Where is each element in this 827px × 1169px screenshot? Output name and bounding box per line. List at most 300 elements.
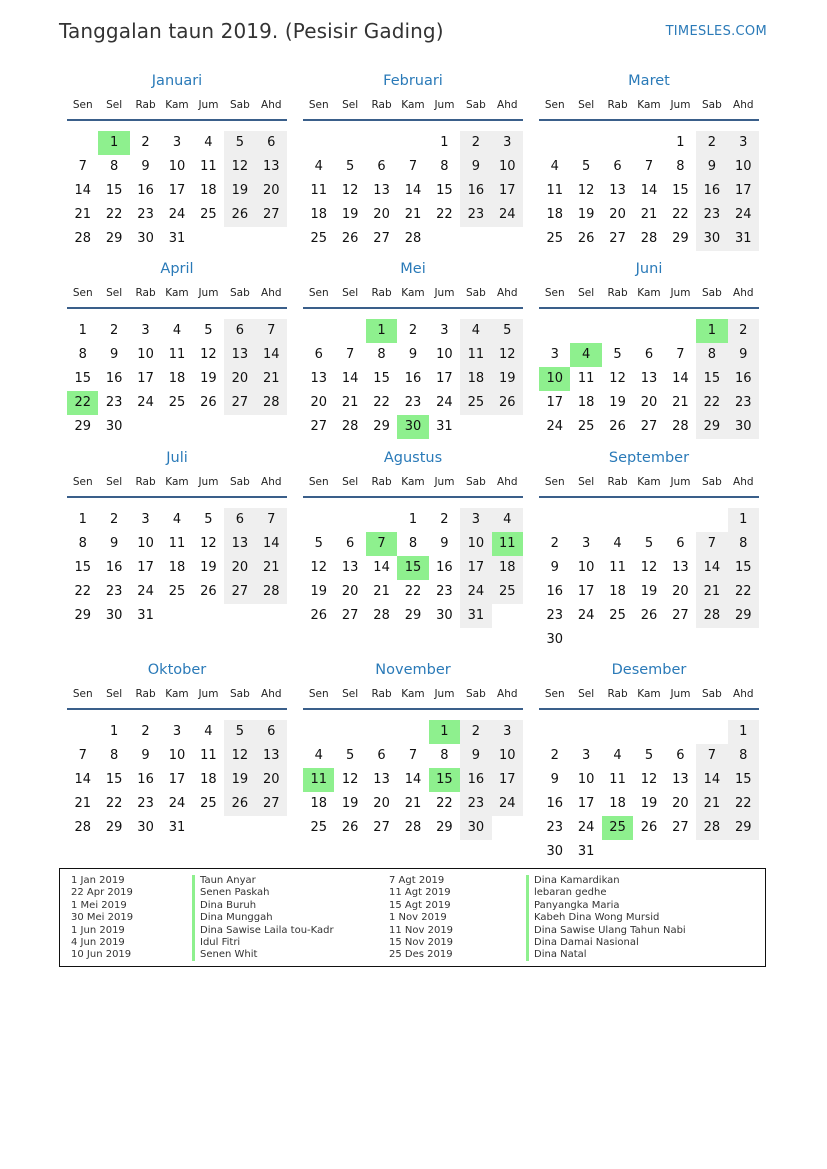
day-cell: 24 bbox=[728, 203, 759, 227]
day-cell: 17 bbox=[577, 796, 595, 811]
day-cell: 4 bbox=[204, 135, 213, 150]
weekday-header: Sab bbox=[229, 99, 250, 111]
day-cell: 2 bbox=[550, 748, 559, 763]
day-cell: 19 bbox=[200, 371, 217, 386]
day-cell: 15 bbox=[696, 367, 727, 391]
day-cell: 2 bbox=[440, 512, 449, 527]
day-cell: 20 bbox=[256, 179, 287, 203]
holiday-day-cell: 1 bbox=[696, 319, 727, 343]
day-cell: 7 bbox=[696, 744, 727, 768]
day-cell: 17 bbox=[460, 556, 491, 580]
day-cell: 8 bbox=[440, 748, 449, 763]
day-cell: 24 bbox=[577, 608, 595, 623]
legend-name: lebaran gedhe bbox=[534, 887, 607, 899]
day-cell: 3 bbox=[492, 131, 523, 155]
day-cell: 6 bbox=[256, 131, 287, 155]
day-cell: 21 bbox=[341, 395, 359, 410]
day-cell: 16 bbox=[546, 796, 563, 811]
header-rule bbox=[67, 708, 287, 710]
legend-date: 1 Mei 2019 bbox=[71, 899, 127, 911]
day-cell: 25 bbox=[200, 796, 217, 811]
day-cell: 14 bbox=[696, 556, 727, 580]
day-cell: 13 bbox=[310, 371, 327, 386]
day-cell: 13 bbox=[373, 772, 390, 787]
day-cell: 5 bbox=[581, 159, 591, 174]
day-cell: 3 bbox=[728, 131, 759, 155]
header-rule bbox=[539, 708, 759, 710]
day-cell: 24 bbox=[137, 395, 154, 410]
day-cell: 25 bbox=[577, 419, 595, 434]
day-cell: 10 bbox=[492, 744, 523, 768]
day-cell: 26 bbox=[640, 608, 658, 623]
day-cell: 29 bbox=[728, 816, 759, 840]
day-cell: 28 bbox=[256, 580, 287, 604]
day-cell: 4 bbox=[460, 319, 491, 343]
day-cell: 30 bbox=[546, 844, 563, 859]
weekday-header: Sel bbox=[342, 476, 359, 488]
day-cell: 18 bbox=[200, 772, 217, 787]
day-cell: 26 bbox=[492, 391, 523, 415]
day-cell: 30 bbox=[137, 820, 154, 835]
legend-date: 1 Nov 2019 bbox=[389, 912, 447, 924]
day-cell: 27 bbox=[224, 580, 255, 604]
day-cell: 21 bbox=[74, 207, 91, 222]
day-cell: 3 bbox=[581, 748, 591, 763]
day-cell: 14 bbox=[341, 371, 359, 386]
day-cell: 8 bbox=[109, 159, 119, 174]
day-cell: 19 bbox=[224, 768, 255, 792]
month-name: Mei bbox=[400, 261, 426, 277]
day-cell: 23 bbox=[436, 584, 453, 599]
site-link[interactable]: TIMESLES.COM bbox=[665, 24, 767, 39]
legend-date: 4 Jun 2019 bbox=[71, 936, 125, 948]
legend-date: 15 Agt 2019 bbox=[389, 899, 451, 911]
day-cell: 19 bbox=[609, 395, 626, 410]
day-cell: 14 bbox=[256, 343, 287, 367]
weekday-header: Sen bbox=[72, 688, 93, 700]
day-cell: 8 bbox=[78, 347, 87, 362]
day-cell: 10 bbox=[168, 748, 186, 763]
legend-date: 7 Agt 2019 bbox=[389, 875, 445, 886]
day-cell: 12 bbox=[224, 155, 255, 179]
legend-date: 30 Mei 2019 bbox=[71, 912, 134, 924]
weekday-header: Jum bbox=[434, 287, 455, 299]
day-cell: 9 bbox=[460, 744, 491, 768]
day-cell: 3 bbox=[581, 536, 591, 551]
day-cell: 26 bbox=[200, 584, 217, 599]
day-cell: 11 bbox=[168, 536, 186, 551]
day-cell: 31 bbox=[436, 419, 453, 434]
day-cell: 18 bbox=[577, 395, 595, 410]
day-cell: 24 bbox=[492, 792, 523, 816]
day-cell: 5 bbox=[644, 536, 654, 551]
day-cell: 29 bbox=[105, 231, 123, 246]
header-rule bbox=[67, 119, 287, 121]
day-cell: 21 bbox=[640, 207, 658, 222]
weekday-header: Jum bbox=[198, 99, 219, 111]
legend-name: Senen Whit bbox=[200, 949, 258, 961]
day-cell: 16 bbox=[105, 560, 123, 575]
day-cell: 29 bbox=[373, 419, 390, 434]
day-cell: 26 bbox=[341, 820, 359, 835]
day-cell: 2 bbox=[460, 131, 491, 155]
day-cell: 11 bbox=[310, 183, 327, 198]
day-cell: 24 bbox=[546, 419, 563, 434]
weekday-header: Sel bbox=[342, 99, 359, 111]
weekday-header: Sen bbox=[544, 476, 565, 488]
day-cell: 1 bbox=[78, 323, 87, 338]
legend-name: Dina Kamardikan bbox=[534, 875, 620, 886]
weekday-header: Sab bbox=[229, 287, 250, 299]
day-cell: 15 bbox=[105, 772, 123, 787]
day-cell: 4 bbox=[314, 748, 323, 763]
weekday-header: Jum bbox=[670, 688, 691, 700]
day-cell: 21 bbox=[256, 367, 287, 391]
day-cell: 10 bbox=[460, 532, 491, 556]
day-cell: 20 bbox=[341, 584, 359, 599]
weekday-header: Jum bbox=[670, 287, 691, 299]
weekday-header: Rab bbox=[135, 99, 156, 111]
holiday-day-cell: 1 bbox=[366, 319, 397, 343]
day-cell: 18 bbox=[492, 556, 523, 580]
day-cell: 13 bbox=[224, 343, 255, 367]
day-cell: 5 bbox=[492, 319, 523, 343]
weekday-header: Jum bbox=[670, 99, 691, 111]
day-cell: 29 bbox=[672, 231, 689, 246]
weekday-header: Sen bbox=[308, 476, 329, 488]
weekday-header: Sel bbox=[106, 99, 123, 111]
day-cell: 9 bbox=[460, 155, 491, 179]
day-cell: 13 bbox=[609, 183, 626, 198]
weekday-header: Sel bbox=[578, 476, 595, 488]
day-cell: 14 bbox=[404, 183, 422, 198]
day-cell: 28 bbox=[74, 820, 91, 835]
legend-date: 11 Nov 2019 bbox=[389, 924, 454, 936]
weekday-header: Sen bbox=[72, 99, 93, 111]
day-cell: 26 bbox=[341, 231, 359, 246]
day-cell: 28 bbox=[696, 816, 727, 840]
day-cell: 19 bbox=[224, 179, 255, 203]
day-cell: 6 bbox=[224, 319, 255, 343]
weekday-header: Ahd bbox=[261, 476, 282, 488]
day-cell: 18 bbox=[310, 796, 327, 811]
day-cell: 29 bbox=[105, 820, 123, 835]
day-cell: 13 bbox=[256, 744, 287, 768]
header-rule bbox=[303, 307, 523, 309]
holiday-day-cell: 25 bbox=[602, 816, 633, 840]
day-cell: 3 bbox=[172, 724, 182, 739]
day-cell: 30 bbox=[696, 227, 727, 251]
day-cell: 4 bbox=[314, 159, 323, 174]
day-cell: 27 bbox=[373, 231, 390, 246]
weekday-header: Ahd bbox=[261, 287, 282, 299]
day-cell: 25 bbox=[310, 820, 327, 835]
day-cell: 18 bbox=[609, 584, 626, 599]
day-cell: 1 bbox=[728, 508, 759, 532]
day-cell: 25 bbox=[609, 608, 626, 623]
weekday-header: Sab bbox=[465, 688, 486, 700]
day-cell: 27 bbox=[672, 608, 689, 623]
weekday-header: Sen bbox=[544, 287, 565, 299]
day-cell: 12 bbox=[200, 347, 217, 362]
day-cell: 26 bbox=[577, 231, 595, 246]
day-cell: 7 bbox=[345, 347, 355, 362]
month-name: Juni bbox=[635, 261, 663, 277]
day-cell: 2 bbox=[109, 512, 119, 527]
weekday-header: Sab bbox=[701, 99, 722, 111]
day-cell: 22 bbox=[436, 207, 453, 222]
weekday-header: Sab bbox=[701, 688, 722, 700]
day-cell: 12 bbox=[609, 371, 626, 386]
day-cell: 23 bbox=[404, 395, 422, 410]
holiday-day-cell: 15 bbox=[397, 556, 428, 580]
day-cell: 14 bbox=[404, 772, 422, 787]
day-cell: 12 bbox=[492, 343, 523, 367]
day-cell: 29 bbox=[696, 415, 727, 439]
day-cell: 13 bbox=[224, 532, 255, 556]
day-cell: 28 bbox=[404, 231, 422, 246]
day-cell: 9 bbox=[550, 772, 559, 787]
day-cell: 10 bbox=[137, 347, 154, 362]
day-cell: 16 bbox=[460, 768, 491, 792]
day-cell: 7 bbox=[408, 748, 418, 763]
day-cell: 24 bbox=[436, 395, 453, 410]
day-cell: 2 bbox=[408, 323, 418, 338]
day-cell: 10 bbox=[728, 155, 759, 179]
day-cell: 25 bbox=[546, 231, 563, 246]
legend-divider-left bbox=[192, 875, 195, 961]
day-cell: 18 bbox=[460, 367, 491, 391]
weekday-header: Sen bbox=[308, 99, 329, 111]
weekday-header: Rab bbox=[607, 99, 628, 111]
day-cell: 17 bbox=[436, 371, 453, 386]
legend-date: 25 Des 2019 bbox=[389, 949, 453, 961]
day-cell: 22 bbox=[404, 584, 422, 599]
day-cell: 23 bbox=[728, 391, 759, 415]
day-cell: 25 bbox=[492, 580, 523, 604]
day-cell: 20 bbox=[373, 207, 390, 222]
day-cell: 14 bbox=[696, 768, 727, 792]
day-cell: 28 bbox=[256, 391, 287, 415]
day-cell: 10 bbox=[436, 347, 453, 362]
day-cell: 26 bbox=[200, 395, 217, 410]
day-cell: 3 bbox=[141, 323, 150, 338]
weekday-header: Jum bbox=[434, 99, 455, 111]
day-cell: 18 bbox=[168, 371, 186, 386]
weekday-header: Ahd bbox=[261, 99, 282, 111]
day-cell: 12 bbox=[200, 536, 217, 551]
weekday-header: Sen bbox=[72, 287, 93, 299]
day-cell: 16 bbox=[546, 584, 563, 599]
header-rule bbox=[303, 119, 523, 121]
day-cell: 26 bbox=[224, 203, 255, 227]
day-cell: 8 bbox=[377, 347, 386, 362]
day-cell: 6 bbox=[676, 536, 685, 551]
header-rule bbox=[303, 708, 523, 710]
month-name: September bbox=[608, 450, 690, 466]
day-cell: 22 bbox=[373, 395, 390, 410]
day-cell: 12 bbox=[640, 772, 658, 787]
day-cell: 16 bbox=[728, 367, 759, 391]
day-cell: 7 bbox=[408, 159, 418, 174]
day-cell: 27 bbox=[256, 203, 287, 227]
weekday-header: Rab bbox=[371, 99, 392, 111]
weekday-header: Sel bbox=[578, 688, 595, 700]
day-cell: 23 bbox=[546, 608, 563, 623]
holiday-day-cell: 1 bbox=[429, 720, 460, 744]
day-cell: 11 bbox=[609, 772, 626, 787]
day-cell: 28 bbox=[404, 820, 422, 835]
day-cell: 16 bbox=[105, 371, 123, 386]
weekday-header: Rab bbox=[607, 476, 628, 488]
day-cell: 19 bbox=[341, 796, 359, 811]
day-cell: 7 bbox=[644, 159, 654, 174]
day-cell: 4 bbox=[172, 323, 182, 338]
day-cell: 27 bbox=[373, 820, 390, 835]
day-cell: 21 bbox=[256, 556, 287, 580]
day-cell: 15 bbox=[373, 371, 390, 386]
legend-name: Dina Sawise Ulang Tahun Nabi bbox=[534, 924, 686, 936]
day-cell: 25 bbox=[168, 395, 186, 410]
day-cell: 3 bbox=[141, 512, 150, 527]
day-cell: 17 bbox=[168, 772, 186, 787]
day-cell: 2 bbox=[109, 323, 119, 338]
day-cell: 20 bbox=[224, 367, 255, 391]
day-cell: 5 bbox=[204, 323, 213, 338]
day-cell: 20 bbox=[672, 796, 689, 811]
day-cell: 13 bbox=[373, 183, 390, 198]
day-cell: 18 bbox=[168, 560, 186, 575]
day-cell: 8 bbox=[440, 159, 449, 174]
holiday-day-cell: 22 bbox=[67, 391, 98, 415]
day-cell: 26 bbox=[310, 608, 327, 623]
day-cell: 17 bbox=[492, 179, 523, 203]
day-cell: 16 bbox=[460, 179, 491, 203]
day-cell: 24 bbox=[168, 207, 186, 222]
weekday-header: Sab bbox=[229, 688, 250, 700]
day-cell: 31 bbox=[577, 844, 595, 859]
day-cell: 25 bbox=[200, 207, 217, 222]
day-cell: 22 bbox=[436, 796, 453, 811]
weekday-header: Ahd bbox=[733, 99, 754, 111]
day-cell: 4 bbox=[613, 748, 622, 763]
weekday-header: Ahd bbox=[497, 287, 518, 299]
day-cell: 20 bbox=[224, 556, 255, 580]
day-cell: 12 bbox=[341, 183, 359, 198]
day-cell: 30 bbox=[436, 608, 453, 623]
day-cell: 14 bbox=[373, 560, 390, 575]
day-cell: 21 bbox=[404, 796, 422, 811]
holiday-day-cell: 10 bbox=[539, 367, 570, 391]
day-cell: 14 bbox=[256, 532, 287, 556]
day-cell: 1 bbox=[109, 724, 119, 739]
page-title: Tanggalan taun 2019. (Pesisir Gading) bbox=[59, 19, 444, 43]
weekday-header: Jum bbox=[670, 476, 691, 488]
legend-names-right bbox=[534, 875, 686, 962]
weekday-header: Sen bbox=[544, 688, 565, 700]
day-cell: 19 bbox=[341, 207, 359, 222]
day-cell: 8 bbox=[728, 744, 759, 768]
day-cell: 3 bbox=[460, 508, 491, 532]
day-cell: 5 bbox=[314, 536, 323, 551]
day-cell: 9 bbox=[109, 536, 119, 551]
weekday-header: Sab bbox=[229, 476, 250, 488]
weekday-header: Sen bbox=[308, 688, 329, 700]
day-cell: 19 bbox=[640, 584, 658, 599]
legend-name: Kabeh Dina Wong Mursid bbox=[534, 912, 660, 924]
day-cell: 10 bbox=[492, 155, 523, 179]
day-cell: 24 bbox=[460, 580, 491, 604]
legend-name: Dina Munggah bbox=[200, 912, 273, 924]
day-cell: 27 bbox=[256, 792, 287, 816]
weekday-header: Rab bbox=[607, 688, 628, 700]
day-cell: 9 bbox=[696, 155, 727, 179]
day-cell: 17 bbox=[168, 183, 186, 198]
day-cell: 7 bbox=[78, 748, 87, 763]
day-cell: 30 bbox=[105, 419, 123, 434]
day-cell: 6 bbox=[377, 159, 386, 174]
day-cell: 3 bbox=[550, 347, 559, 362]
day-cell: 11 bbox=[200, 159, 217, 174]
day-cell: 5 bbox=[224, 131, 255, 155]
day-cell: 31 bbox=[728, 227, 759, 251]
legend-names-left bbox=[200, 875, 334, 962]
day-cell: 1 bbox=[440, 135, 449, 150]
day-cell: 31 bbox=[168, 231, 186, 246]
day-cell: 13 bbox=[672, 560, 689, 575]
day-cell: 7 bbox=[78, 159, 87, 174]
day-cell: 1 bbox=[676, 135, 685, 150]
day-cell: 7 bbox=[676, 347, 685, 362]
legend-divider-right bbox=[526, 875, 529, 961]
day-cell: 19 bbox=[640, 796, 658, 811]
legend-name: Dina Buruh bbox=[200, 899, 257, 911]
day-cell: 27 bbox=[341, 608, 359, 623]
day-cell: 9 bbox=[728, 343, 759, 367]
day-cell: 1 bbox=[728, 720, 759, 744]
day-cell: 9 bbox=[550, 560, 559, 575]
day-cell: 30 bbox=[105, 608, 123, 623]
weekday-header: Jum bbox=[198, 476, 219, 488]
holiday-day-cell: 4 bbox=[570, 343, 601, 367]
day-cell: 15 bbox=[436, 183, 453, 198]
weekday-header: Rab bbox=[135, 287, 156, 299]
holiday-day-cell: 30 bbox=[397, 415, 428, 439]
weekday-header: Rab bbox=[371, 476, 392, 488]
day-cell: 21 bbox=[696, 580, 727, 604]
weekday-header: Sel bbox=[106, 287, 123, 299]
day-cell: 26 bbox=[609, 419, 626, 434]
weekday-header: Kam bbox=[165, 99, 189, 111]
day-cell: 24 bbox=[492, 203, 523, 227]
holiday-day-cell: 11 bbox=[303, 768, 334, 792]
day-cell: 25 bbox=[310, 231, 327, 246]
weekday-header: Kam bbox=[165, 688, 189, 700]
day-cell: 13 bbox=[640, 371, 658, 386]
day-cell: 26 bbox=[224, 792, 255, 816]
weekday-header: Kam bbox=[401, 99, 425, 111]
day-cell: 30 bbox=[546, 632, 563, 647]
day-cell: 6 bbox=[345, 536, 355, 551]
day-cell: 28 bbox=[640, 231, 658, 246]
weekday-header: Sab bbox=[465, 287, 486, 299]
day-cell: 5 bbox=[224, 720, 255, 744]
day-cell: 16 bbox=[696, 179, 727, 203]
day-cell: 14 bbox=[74, 183, 91, 198]
day-cell: 22 bbox=[728, 580, 759, 604]
day-cell: 11 bbox=[609, 560, 626, 575]
day-cell: 4 bbox=[613, 536, 622, 551]
